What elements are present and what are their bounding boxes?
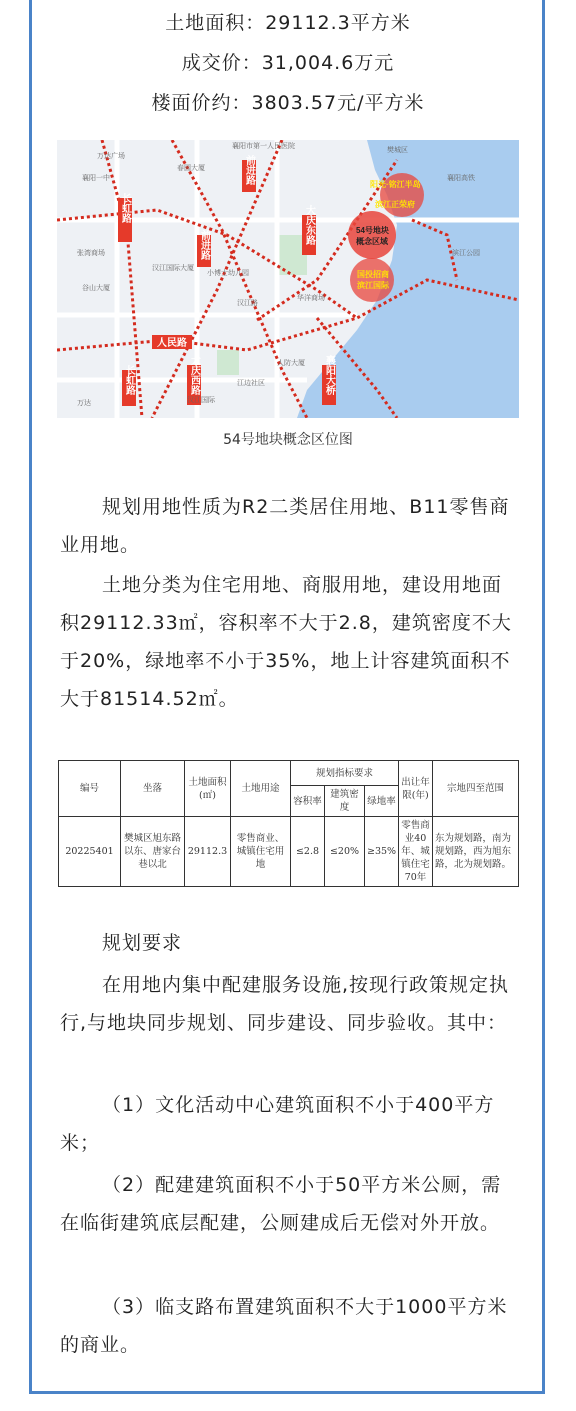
place-7: 汉江国际大厦 <box>152 265 194 272</box>
place-2: 襄阳一中 <box>82 175 110 182</box>
floor-price-stat: 楼面价约：3803.57元/平方米 <box>151 92 425 114</box>
header-use: 土地用途 <box>231 761 291 817</box>
parcel-label-1: 阳光·铭江半岛 <box>370 180 421 189</box>
place-4: 襄阳市第一人民医院 <box>232 143 295 150</box>
cell-density: ≤20% <box>325 817 365 887</box>
paragraph-land-use: 规划用地性质为R2二类居住用地、B11零售商业用地。 <box>60 496 510 556</box>
place-16: 襄阳高铁 <box>447 175 475 182</box>
road-label-xiangyang-bridge: 襄阳大桥 <box>323 355 335 395</box>
place-13: 汉江国际 <box>187 397 215 404</box>
location-map <box>57 140 519 418</box>
place-6: 谷山大厦 <box>82 285 110 292</box>
cell-far: ≤2.8 <box>291 817 325 887</box>
land-area-stat: 土地面积：29112.3平方米 <box>165 12 411 34</box>
requirement-item-3: （3）临支路布置建筑面积不大于1000平方米的商业。 <box>60 1296 508 1356</box>
parcel-label-3a: 54号地块 <box>356 226 389 235</box>
place-5: 张湾商场 <box>77 250 105 257</box>
cell-green: ≥35% <box>365 817 399 887</box>
deal-price-stat: 成交价：31,004.6万元 <box>181 52 395 74</box>
parcel-label-2: 滨江正荣府 <box>375 200 415 209</box>
road-label-renmin: 人民路 <box>157 338 187 349</box>
header-term: 出让年限(年) <box>399 761 433 817</box>
cell-term: 零售商业40年、城镇住宅70年 <box>399 817 433 887</box>
parcel-marker-2 <box>348 211 396 259</box>
road-label-daqing-east: 大庆东路 <box>303 205 315 245</box>
header-number: 编号 <box>59 761 121 817</box>
cell-area: 29112.3 <box>185 817 231 887</box>
place-8: 小博士幼儿园 <box>207 270 249 277</box>
road-label-daqing-west: 大庆西路 <box>188 355 200 395</box>
requirements-title: 规划要求 <box>102 932 183 954</box>
cell-number: 20225401 <box>59 817 121 887</box>
header-location: 坐落 <box>121 761 185 817</box>
header-area: 土地面积(㎡) <box>185 761 231 817</box>
map-caption: 54号地块概念区位图 <box>223 432 353 448</box>
requirement-item-1: （1）文化活动中心建筑面积不小于400平方米； <box>60 1094 495 1154</box>
place-1: 万达广场 <box>97 153 125 160</box>
header-boundaries: 宗地四至范围 <box>433 761 519 817</box>
place-14: 万达 <box>77 400 91 407</box>
place-15: 樊城区 <box>387 147 408 154</box>
place-9: 华洋商场 <box>297 295 325 302</box>
paragraph-land-class: 土地分类为住宅用地、商服用地，建设用地面积29112.33㎡，容积率不大于2.8，建筑密度不大于20%，绿地率不小于35%，地上计容建筑面积不大于81514.52㎡。 <box>60 574 512 710</box>
road-label-changhong-2: 长虹路 <box>123 365 135 395</box>
place-17: 滨江公园 <box>452 250 480 257</box>
header-planning: 规划指标要求 <box>291 761 399 786</box>
place-11: 人防大厦 <box>277 360 305 367</box>
road-label-qianjin-1: 前进路 <box>243 155 255 185</box>
requirements-intro: 在用地内集中配建服务设施,按现行政策规定执行,与地块同步规划、同步建设、同步验收。其中： <box>60 974 510 1034</box>
cell-boundaries: 东为规划路，南为规划路，西为旭东路，北为规划路。 <box>433 817 519 887</box>
header-green: 绿地率 <box>365 786 399 817</box>
parcel-table <box>58 760 518 887</box>
requirement-item-2: （2）配建建筑面积不小于50平方米公厕，需在临街建筑底层配建，公厕建成后无偿对外开放。 <box>60 1174 502 1234</box>
cell-location: 樊城区旭东路以东、唐家台巷以北 <box>121 817 185 887</box>
park-area-2 <box>217 350 239 375</box>
table-row <box>59 817 519 887</box>
road-label-qianjin-2: 前进路 <box>198 230 210 260</box>
parcel-label-4b: 滨江国际 <box>357 281 389 290</box>
cell-use: 零售商业、城镇住宅用地 <box>231 817 291 887</box>
road-label-changhong-1: 长虹路 <box>119 193 131 223</box>
parcel-label-3b: 概念区域 <box>356 237 388 246</box>
place-3: 春园大厦 <box>177 165 205 172</box>
header-far: 容积率 <box>291 786 325 817</box>
header-density: 建筑密度 <box>325 786 365 817</box>
place-10: 汉江路 <box>237 300 258 307</box>
place-12: 江边社区 <box>237 380 265 387</box>
parcel-label-4a: 国投招商 <box>357 270 389 279</box>
parcel-marker-3 <box>350 258 394 302</box>
